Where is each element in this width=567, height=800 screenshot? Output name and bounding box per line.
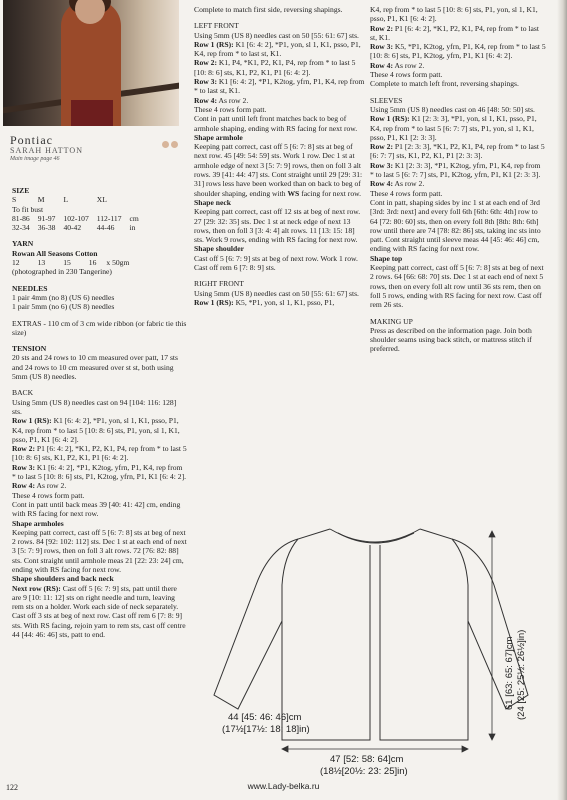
page-number: 122 — [6, 783, 18, 792]
row-text: As row 2. — [218, 95, 249, 105]
model-photo — [3, 0, 179, 126]
row-label: Row 2: — [194, 58, 217, 68]
row-text: P1 [6: 4: 2], *K1, P2, K1, P4, rep from * to last st, K1. — [370, 23, 539, 42]
yarn-unit: x 50gm — [106, 258, 130, 268]
size-s: S — [12, 195, 17, 205]
row-label: Row 3: — [12, 462, 35, 472]
column-3 — [370, 5, 546, 354]
unit-cm: cm — [129, 213, 139, 223]
neck-heading: Shape neck — [194, 197, 231, 207]
row-label: Row 3: — [194, 77, 217, 87]
yarn-heading: YARN — [12, 239, 34, 249]
armhole-body: Keeping patt correct, cast off 5 [6: 7: 8] sts at beg of next row. 45 [49: 54: 59] sts. Work 1 row. Dec 1 st at armhole edge of next 3 [5: 7: 9] rows, then on foll 3 alt rows. 39 [41: 44: 47] sts. Cont straight until 29 [29: 31: 31] rows less have been worked than on back to beg of shoulder shaping, ending with — [194, 142, 363, 198]
tension-text: 20 sts and 24 rows to 10 cm measured over patt, 17 sts and 24 rows to 10 cm measured over st st, both using 5mm (US 8) needles. — [12, 353, 178, 382]
row-text: As row 2. — [394, 179, 425, 189]
armholes-text: Keeping patt correct, cast off 5 [6: 7: 8] sts at beg of next 2 rows. 84 [92: 102: 112] sts. Dec 1 st at each end of next 3 [5: 7: 9] rows, then on foll 3 alt rows. 72 [76: 82: 88] sts. Cont straight until armhole meas 21 [22: 23: 24] cm, ending with RS facing for next row. — [12, 527, 187, 574]
sleeve-length-cm: 44 [45: 46: 46]cm — [228, 712, 302, 723]
right-rows-note: These 4 rows form patt. — [370, 70, 443, 80]
bust-cm: 91-97 — [37, 213, 56, 223]
back-row-4 — [12, 481, 188, 490]
row-label: Row 4: — [370, 179, 393, 189]
right-front-heading: RIGHT FRONT — [194, 279, 244, 289]
armholes-heading: Shape armholes — [12, 518, 64, 528]
row-label: Row 1 (RS): — [194, 39, 234, 49]
yarn-name: Rowan All Seasons Cotton — [12, 248, 98, 258]
to-fit-label: To fit bust — [12, 204, 44, 214]
sleeves-cast-on: Using 5mm (US 8) needles cast on 46 [48: 50: 50] sts. — [370, 104, 535, 114]
back-row-3 — [12, 463, 188, 482]
next-row — [12, 584, 188, 640]
sleeve-length-in: (17½[17½: 18: 18]in) — [222, 724, 310, 735]
needle-item: 1 pair 4mm (no 8) (US 6) needles — [12, 292, 115, 302]
bust-in: 44-46 — [96, 223, 115, 233]
row-text: K5, *P1, yon, sl 1, K1, psso, P1, — [235, 297, 335, 307]
row-text: K1 [6: 4: 2], *P1, yon, sl 1, K1, psso, P1, K4, rep from * to last st, K1. — [194, 39, 361, 59]
left-front-outline — [282, 529, 370, 740]
size-table — [12, 195, 147, 232]
sleeve-row-4 — [370, 179, 546, 188]
row-label: Next row (RS): — [12, 583, 61, 593]
main-image-ref: Main image page 46 — [10, 156, 60, 162]
top-text: Keeping patt correct, cast off 5 [6: 7: 8] sts at beg of next 2 rows. 64 [66: 68: 70] sts. Dec 1 st at each end of next 5 rows, then on every foll alt row until 36 sts rem, then on foll 5 rows, ending with RS facing for next row. Cast off rem 26 sts. — [370, 263, 544, 310]
yarn-qty-value: 13 — [37, 258, 46, 268]
page-edge-shadow — [557, 0, 567, 800]
neck-text: Keeping patt correct, cast off 12 sts at beg of next row. 27 [29: 32: 35] sts. Dec 1 st at neck edge of next 13 rows, then on foll 3 [3: 4: 4] alt rows. 11 [13: 15: 18] sts. Work 9 rows, ending with RS facing for next row. — [194, 207, 361, 245]
yarn-qty-value: 12 — [12, 258, 20, 268]
shoulder-text: Cast off 5 [6: 7: 9] sts at beg of next row. Work 1 row. Cast off rem 6 [7: 8: 9] sts. — [194, 253, 358, 273]
bust-in: 36-38 — [37, 223, 56, 233]
garment-schematic — [210, 525, 555, 780]
left-cast-on: Using 5mm (US 8) needles cast on 50 [55: 61: 67] sts. — [194, 30, 359, 40]
right-row-1-cont: K4, rep from * to last 5 [10: 8: 6] sts, P1, yon, sl 1, K1, psso, P1, K1 [6: 4: 2]. — [370, 5, 538, 24]
right-row-4 — [370, 61, 546, 70]
making-up-text: Press as described on the information page. Join both shoulder seams using back stitch, or mattress stitch if preferred. — [370, 325, 532, 354]
row-label: Row 2: — [370, 23, 393, 33]
sleeve-continue: Cont in patt, shaping sides by inc 1 st at each end of 3rd [3rd: 3rd: next] and every foll 6th [6th: 6th: 4th] row to 64 [72: 80: 60] sts, then on every foll 8th [8th: 8th: 6th] row until there are 74 [78: 82: 86] sts, taking inc sts into patt. Cont straight until sleeve meas 44 [45: 46: 46] cm, ending with RS facing for next row. — [370, 197, 541, 254]
difficulty-dots — [160, 135, 178, 153]
back-row-2 — [12, 444, 188, 463]
length-cm: 61 [63: 65: 67]cm — [504, 636, 515, 710]
size-heading: SIZE — [12, 186, 30, 195]
size-xl: XL — [96, 195, 107, 205]
needles-heading: NEEDLES — [12, 283, 48, 293]
bust-cm: 81-86 — [12, 213, 30, 223]
bust-cm: 112-117 — [96, 213, 122, 223]
row-label: Row 1 (RS): — [370, 114, 410, 124]
bust-in: 32-34 — [12, 223, 30, 233]
row-label: Row 1 (RS): — [194, 297, 234, 307]
sleeve-rows-note: These 4 rows form patt. — [370, 188, 443, 198]
back-cast-on: Using 5mm (US 8) needles cast on 94 [104: 116: 128] sts. — [12, 397, 177, 416]
row-text: As row 2. — [394, 60, 425, 70]
back-rows-note: These 4 rows form patt. — [12, 490, 85, 500]
bust-in: 40-42 — [63, 223, 82, 233]
armhole-end: facing for next row. — [301, 188, 361, 198]
yarn-qty-value: 16 — [88, 258, 97, 268]
sleeves-heading: SLEEVES — [370, 95, 403, 105]
armhole-heading: Shape armhole — [194, 132, 243, 142]
right-cast-on: Using 5mm (US 8) needles cast on 50 [55: 61: 67] sts. — [194, 288, 359, 298]
needle-item: 1 pair 5mm (no 6) (US 8) needles — [12, 302, 115, 312]
row-text: P1 [6: 4: 2], *K1, P2, K1, P4, rep from * to last 5 [10: 8: 6] sts, K1, P2, K1, P1 [6: 4: 2]. — [12, 444, 187, 463]
shoulders-heading: Shape shoulders and back neck — [12, 574, 114, 584]
shoulder-heading: Shape shoulder — [194, 244, 245, 254]
left-row-3 — [194, 77, 366, 96]
bust-cm: 102-107 — [63, 213, 89, 223]
row-text: K5, *P1, K2tog, yfrn, P1, K4, rep from * to last 5 [10: 8: 6] sts, P1, K2tog, yfrn, P1, K1 [6: 4: 2]. — [370, 42, 546, 61]
pattern-title: Pontiac — [10, 133, 53, 147]
left-row-4 — [194, 96, 366, 105]
sleeve-row-1 — [370, 114, 546, 142]
column-2 — [194, 5, 366, 307]
width-in: (18½[20½: 23: 25]in) — [320, 766, 408, 777]
right-row-1 — [194, 298, 366, 307]
making-up-heading: MAKING UP — [370, 316, 413, 326]
armhole-text — [194, 142, 366, 198]
yarn-qty-value: 15 — [63, 258, 71, 268]
length-in: (24 [25: 25½: 26½]in) — [516, 629, 527, 720]
top-heading: Shape top — [370, 253, 403, 263]
row-text: P1 [2: 3: 3], *K1, P2, K1, P4, rep from * to last 5 [6: 7: 7] sts, K1, P2, K1, P1 [2: 3: 3]. — [370, 142, 545, 161]
designer-name: SARAH HATTON — [10, 146, 83, 155]
row-text: K1 [6: 4: 2], *P1, K2tog, yfrn, P1, K4, rep from * to last 5 [10: 8: 6] sts, P1, K2tog, yfrn, P1, K1 [6: 4: 2]. — [12, 462, 187, 482]
row-text: K1 [2: 3: 3], *P1, K2tog, yfrn, P1, K4, rep from * to last 5 [6: 7: 7] sts, P1, K2tog, yfrn, P1, K1 [2: 3: 3]. — [370, 160, 541, 180]
unit-in: in — [129, 223, 136, 233]
ws-label: WS — [287, 188, 300, 198]
yarn-note: (photographed in 230 Tangerine) — [12, 267, 112, 277]
back-continue: Cont in patt until back meas 39 [40: 41: 42] cm, ending with RS facing for next row. — [12, 499, 181, 519]
left-rows-note: These 4 rows form patt. — [194, 104, 267, 114]
row-label: Row 4: — [194, 95, 217, 105]
row-label: Row 1 (RS): — [12, 416, 52, 426]
row-text: K1, P4, *K1, P2, K1, P4, rep from * to last 5 [10: 8: 6] sts, K1, P2, K1, P1 [6: 4: 2]. — [194, 58, 356, 77]
intro-text: Complete to match first side, reversing shapings. — [194, 5, 343, 14]
back-row-1 — [12, 416, 188, 444]
left-continue: Cont in patt until left front matches back to beg of armhole shaping, ending with RS facing for next row. — [194, 114, 358, 133]
left-row-2 — [194, 58, 366, 77]
row-label: Row 2: — [370, 142, 393, 152]
extras: EXTRAS - 110 cm of 3 cm wide ribbon (or fabric tie this size) — [12, 318, 187, 337]
back-heading: BACK — [12, 388, 34, 398]
row-label: Row 3: — [370, 42, 393, 52]
row-label: Row 3: — [370, 160, 393, 170]
row-label: Row 4: — [12, 481, 35, 491]
tension-heading: TENSION — [12, 344, 47, 354]
column-1 — [12, 186, 188, 639]
width-cm: 47 [52: 58: 64]cm — [330, 754, 404, 765]
row-text: As row 2. — [36, 481, 67, 491]
size-m: M — [37, 195, 45, 205]
complete-note: Complete to match left front, reversing shapings. — [370, 79, 519, 89]
row-text: K1 [6: 4: 2], *P1, yon, sl 1, K1, psso, P1, K4, rep from * to last 5 [10: 8: 6] sts, P1, yon, sl 1, K1, psso, P1, K1 [6: 4: 2]. — [12, 416, 180, 444]
row-text: K1 [6: 4: 2], *P1, K2tog, yfrn, P1, K4, rep from * to last st, K1. — [194, 77, 365, 96]
size-l: L — [63, 195, 69, 205]
right-row-2 — [370, 24, 546, 43]
sleeve-row-2 — [370, 142, 546, 161]
right-row-3 — [370, 42, 546, 61]
row-label: Row 4: — [370, 60, 393, 70]
sleeve-row-3 — [370, 161, 546, 180]
right-front-outline — [380, 529, 468, 740]
row-text: Cast off 5 [6: 7: 9] sts, patt until there are 9 [10: 11: 12] sts on right needle and turn, leaving rem sts on a holder. Work each side of neck separately. Cast off 3 sts at beg of next row. Cast off rem 6 [7: 8: 9] sts. With RS facing, rejoin yarn to rem sts, cast off centre 44 [44: 46: 46] sts, patt to end. — [12, 583, 186, 640]
yarn-qty — [12, 258, 137, 267]
row-text: K1 [2: 3: 3], *P1, yon, sl 1, K1, psso, P1, K4, rep from * to last 5 [6: 7: 7] sts, P1, yon, sl 1, K1, psso, P1, K1 [2: 3: 3]. — [370, 114, 537, 142]
row-label: Row 2: — [12, 444, 35, 454]
left-front-heading: LEFT FRONT — [194, 21, 239, 31]
site-url: www.Lady-belka.ru — [247, 781, 320, 791]
left-row-1 — [194, 40, 366, 59]
